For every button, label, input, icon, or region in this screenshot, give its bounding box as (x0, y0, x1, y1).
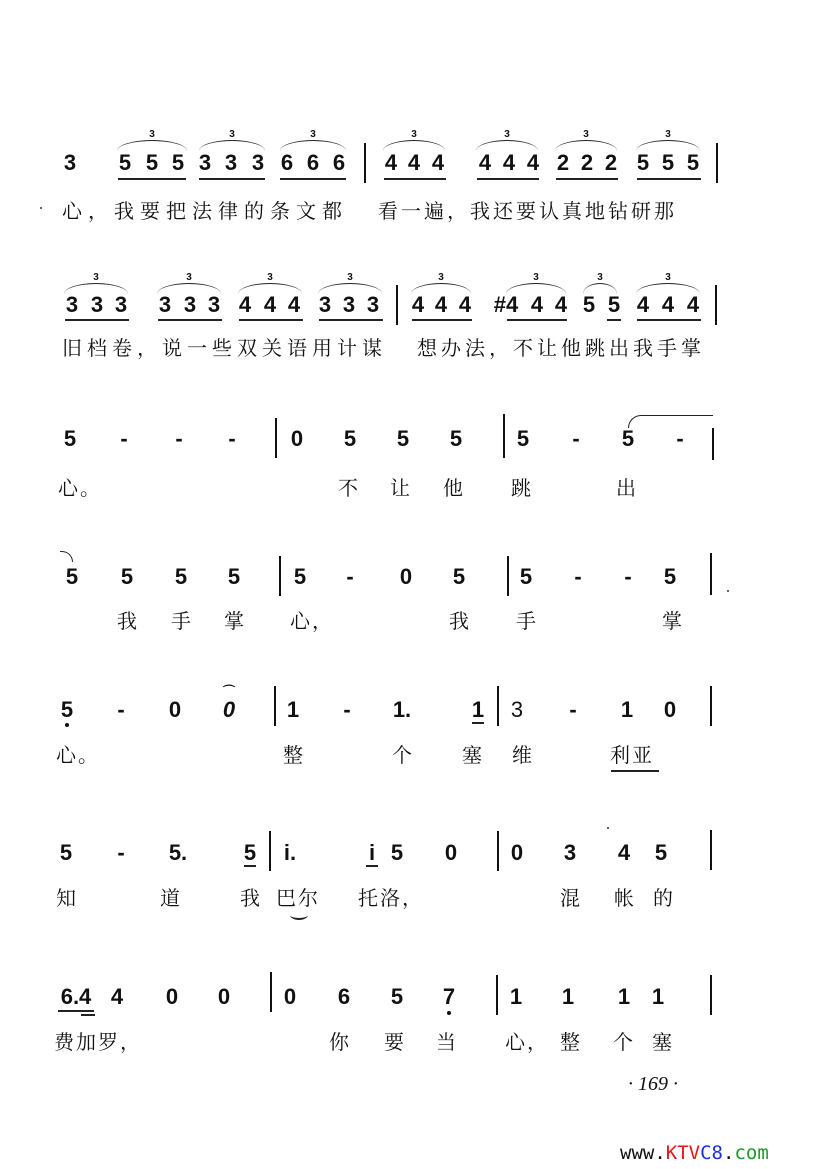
bar-line (270, 972, 272, 1012)
note: 4 (238, 292, 252, 317)
note: 5 (519, 564, 533, 589)
triplet-bracket: 3 (157, 283, 221, 294)
lyric: 的 (653, 886, 675, 910)
note: 2 (604, 150, 618, 175)
lyric: 我 (240, 886, 262, 910)
note: 4 (530, 292, 544, 317)
underline (412, 319, 472, 321)
fermata-icon: ⌒ (222, 684, 236, 698)
note: 5 (636, 150, 650, 175)
lyric: 维 (512, 743, 534, 767)
triplet-bracket: 3 (636, 140, 700, 151)
note: 3 (158, 292, 172, 317)
dash: - (346, 564, 354, 589)
print-speck (607, 827, 609, 829)
note: 3 (90, 292, 104, 317)
high-dotted-note: i. (283, 840, 297, 865)
note: 5 (63, 426, 77, 451)
dash: - (117, 840, 125, 865)
watermark-ktv: KTV (665, 1142, 701, 1164)
lyric: 手 (171, 609, 193, 633)
watermark-c8: C8 (700, 1142, 723, 1164)
underline (239, 319, 303, 321)
note: 3 (318, 292, 332, 317)
lyric: 知 (56, 886, 78, 910)
rest: 0 (399, 564, 413, 589)
note: 4 (110, 984, 124, 1009)
bar-line (710, 553, 712, 595)
lyric: 他 (443, 476, 465, 500)
note: 4 (458, 292, 472, 317)
note: 4 (502, 150, 516, 175)
lyric: 心， (290, 609, 334, 633)
lyric: 塞 (652, 1030, 674, 1054)
note: 4 (526, 150, 540, 175)
lyric: 巴尔 (276, 886, 320, 910)
note: 3 (198, 150, 212, 175)
note: 6 (306, 150, 320, 175)
note: 3 (510, 697, 524, 722)
bar-line (364, 143, 366, 183)
rest: 0 (283, 984, 297, 1009)
note: 5 (145, 150, 159, 175)
note: 5 (390, 984, 404, 1009)
rest: 0 (510, 840, 524, 865)
lyric: 帐 (614, 886, 636, 910)
underline (507, 319, 567, 321)
triplet-bracket: 3 (636, 283, 700, 294)
dash: - (228, 426, 236, 451)
rest: 0 (165, 984, 179, 1009)
tie-arc (628, 415, 713, 428)
rest: 0 (168, 697, 182, 722)
note: 1 (509, 984, 523, 1009)
note: 6 (337, 984, 351, 1009)
note: 1 (620, 697, 634, 722)
underline (280, 178, 346, 180)
note: 4 (554, 292, 568, 317)
note: 4 (434, 292, 448, 317)
dotted-note: 5. (168, 840, 188, 865)
note: 5 (171, 150, 185, 175)
note: 5 (60, 697, 74, 722)
note: 5 (654, 840, 668, 865)
underline (607, 319, 621, 321)
lyric: 不 (338, 476, 360, 500)
low-octave-dot (65, 723, 69, 727)
note: 2 (580, 150, 594, 175)
dotted-note: 1. (392, 697, 412, 722)
underline (319, 319, 383, 321)
watermark (620, 1142, 769, 1164)
note: 5 (607, 292, 621, 317)
lyric: 掌 (662, 609, 684, 633)
lyric: 个 (613, 1030, 635, 1054)
dash: - (624, 564, 632, 589)
note: 4 (661, 292, 675, 317)
lyric: 塞 (462, 743, 484, 767)
dash: - (120, 426, 128, 451)
note: 5 (293, 564, 307, 589)
note: 4 (478, 150, 492, 175)
underline (637, 178, 701, 180)
note: 4 (287, 292, 301, 317)
lyric: 混 (560, 886, 582, 910)
underline (611, 770, 659, 772)
note: 3 (114, 292, 128, 317)
underline (118, 178, 186, 180)
lyric: 当 (436, 1030, 458, 1054)
note: 4 (407, 150, 421, 175)
triplet-bracket: 3 (411, 283, 471, 294)
bar-line (275, 418, 277, 458)
underline (244, 865, 256, 867)
underline (472, 722, 484, 724)
page-number: · 169 · (628, 1073, 678, 1095)
note: 4 (263, 292, 277, 317)
lyric: 个 (392, 743, 414, 767)
note: 4 (636, 292, 650, 317)
note: 5 (174, 564, 188, 589)
triplet-bracket: 3 (280, 140, 346, 151)
lyric: 出 (616, 476, 638, 500)
dash: - (574, 564, 582, 589)
bar-line (710, 830, 712, 870)
note: 5 (120, 564, 134, 589)
bar-line (279, 556, 281, 596)
note: 3 (63, 150, 77, 175)
lyric: 道 (160, 886, 182, 910)
watermark-dot: . (722, 1142, 735, 1164)
note: 6 (332, 150, 346, 175)
lyric: 掌 (224, 609, 246, 633)
underline (58, 1010, 94, 1012)
note: 5 (59, 840, 73, 865)
triplet-bracket: 3 (583, 283, 617, 294)
note: 4 (411, 292, 425, 317)
slur-mark (290, 910, 308, 920)
rest: 0 (444, 840, 458, 865)
high-note: i (368, 840, 376, 865)
lyric-line: 看一遍，我还要认真地钻研那 (378, 199, 677, 223)
lyric: 你 (329, 1030, 351, 1054)
note: 5 (663, 564, 677, 589)
rest: 0 (217, 984, 231, 1009)
sharp-note: #4 (493, 292, 519, 317)
note: 1 (651, 984, 665, 1009)
note: 5 (452, 564, 466, 589)
lyric: 费加罗， (54, 1030, 142, 1054)
lyric: 让 (390, 476, 412, 500)
underline-double (81, 1014, 95, 1016)
underline (199, 178, 265, 180)
dash: - (117, 697, 125, 722)
underline (366, 865, 378, 867)
triplet-bracket: 3 (117, 140, 187, 151)
dotted-note-group: 6.4 (60, 984, 92, 1009)
note: 3 (342, 292, 356, 317)
dash: - (676, 426, 684, 451)
lyric: 要 (384, 1030, 406, 1054)
note: 5 (686, 150, 700, 175)
triplet-bracket: 3 (318, 283, 382, 294)
note: 3 (251, 150, 265, 175)
lyric: 心。 (58, 476, 102, 500)
bar-line (716, 143, 718, 183)
note: 5 (65, 564, 79, 589)
bar-line (503, 414, 505, 458)
watermark-www: www. (620, 1142, 666, 1164)
note: 1 (617, 984, 631, 1009)
note: 1 (286, 697, 300, 722)
note: 4 (686, 292, 700, 317)
lyric-line: 心，我要把法律的条文都 (62, 199, 348, 223)
bar-line (497, 686, 499, 726)
rest: 0 (290, 426, 304, 451)
low-octave-dot (447, 1011, 451, 1015)
triplet-bracket: 3 (64, 283, 128, 294)
tie-continuation-arc (60, 551, 73, 562)
note: 4 (384, 150, 398, 175)
note: 5 (343, 426, 357, 451)
watermark-com: com (734, 1142, 769, 1164)
note: 5 (449, 426, 463, 451)
lyric-line: 想办法，不让他跳出我手掌 (417, 336, 705, 360)
underline (556, 178, 618, 180)
triplet-bracket: 3 (476, 140, 538, 151)
triplet-bracket: 3 (555, 140, 617, 151)
note: 3 (207, 292, 221, 317)
dash: - (569, 697, 577, 722)
print-speck (727, 590, 729, 592)
rest: 0 (663, 697, 677, 722)
note: 1 (471, 697, 485, 722)
rest: 0 (222, 697, 236, 722)
bar-line (710, 975, 712, 1015)
note: 5 (621, 426, 635, 451)
dash: - (175, 426, 183, 451)
triplet-bracket: 3 (238, 283, 302, 294)
note: 7 (442, 984, 456, 1009)
note: 5 (396, 426, 410, 451)
lyric: 整 (560, 1030, 582, 1054)
note: 3 (563, 840, 577, 865)
note: 5 (243, 840, 257, 865)
note: 5 (390, 840, 404, 865)
bar-line (497, 831, 499, 871)
note: 3 (224, 150, 238, 175)
underline (384, 178, 446, 180)
note: 5 (227, 564, 241, 589)
note: 5 (661, 150, 675, 175)
note: 1 (561, 984, 575, 1009)
print-speck (40, 207, 42, 209)
triplet-bracket: 3 (506, 283, 566, 294)
triplet-bracket: 3 (199, 140, 265, 151)
lyric: 整 (283, 743, 305, 767)
note: 3 (366, 292, 380, 317)
lyric: 我 (449, 609, 471, 633)
note: 6 (280, 150, 294, 175)
lyric: 托洛， (358, 886, 424, 910)
lyric: 我 (117, 609, 139, 633)
bar-line (269, 831, 271, 871)
lyric: 利亚 (610, 743, 654, 767)
bar-line (715, 285, 717, 325)
note: 5 (118, 150, 132, 175)
note: 5 (516, 426, 530, 451)
bar-line (712, 428, 714, 460)
bar-line (496, 975, 498, 1015)
note: 3 (65, 292, 79, 317)
lyric: 心。 (56, 743, 100, 767)
underline (477, 178, 539, 180)
bar-line (274, 686, 276, 726)
bar-line (710, 686, 712, 726)
note: 5 (582, 292, 596, 317)
lyric: 跳 (511, 476, 533, 500)
triplet-bracket: 3 (383, 140, 445, 151)
underline (65, 319, 129, 321)
lyric-line: 旧档卷，说一些双关语用计谋 (62, 336, 387, 360)
bar-line (507, 556, 509, 596)
bar-line (396, 285, 398, 325)
underline (637, 319, 701, 321)
note: 4 (431, 150, 445, 175)
dash: - (572, 426, 580, 451)
lyric: 心， (505, 1030, 549, 1054)
note: 4 (617, 840, 631, 865)
note: 2 (556, 150, 570, 175)
dash: - (343, 697, 351, 722)
lyric: 手 (516, 609, 538, 633)
underline (158, 319, 222, 321)
note: 3 (183, 292, 197, 317)
